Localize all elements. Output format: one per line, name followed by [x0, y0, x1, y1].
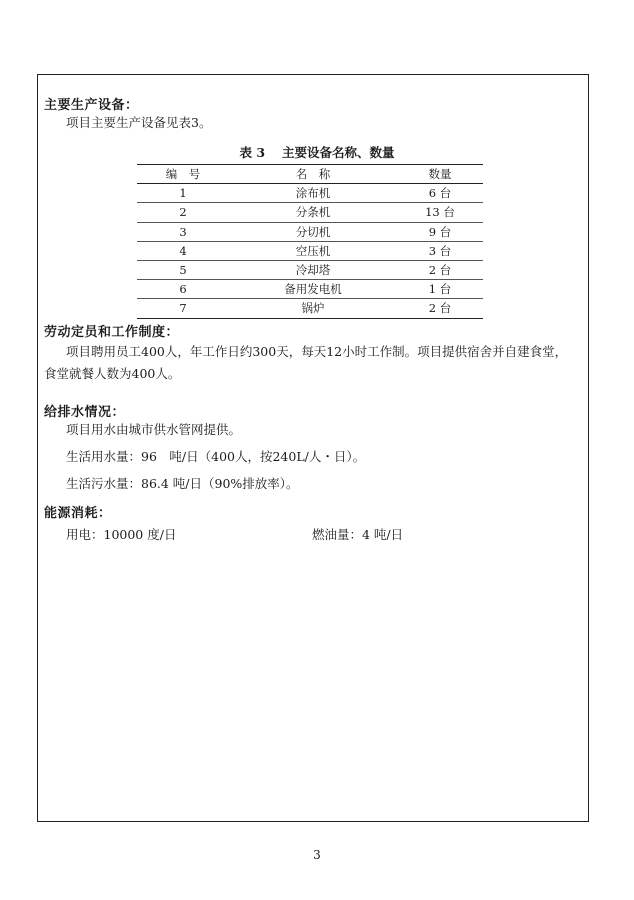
cell-number: 7 [137, 299, 229, 318]
cell-quantity: 2 台 [397, 260, 483, 279]
table-row [137, 203, 483, 222]
cell-quantity: 1 台 [397, 280, 483, 299]
cell-name: 空压机 [229, 241, 397, 260]
table-row [137, 184, 483, 203]
table-row [137, 280, 483, 299]
water-heading: 给排水情况： [44, 405, 126, 420]
cell-number: 6 [137, 280, 229, 299]
equipment-intro: 项目主要生产设备见表3。 [66, 115, 212, 130]
electricity-usage: 用电：10000 度/日 [66, 527, 177, 542]
cell-quantity: 6 台 [397, 184, 483, 203]
cell-name: 分切机 [229, 222, 397, 241]
header-name: 名 称 [229, 165, 397, 184]
cell-name: 锅炉 [229, 299, 397, 318]
cell-quantity: 13 台 [397, 203, 483, 222]
energy-heading: 能源消耗： [44, 506, 112, 521]
table-caption: 表 3 主要设备名称、数量 [239, 145, 395, 160]
cell-name: 冷却塔 [229, 260, 397, 279]
water-line-3: 生活污水量：86.4 吨/日（90%排放率）。 [66, 476, 299, 491]
cell-number: 1 [137, 184, 229, 203]
labor-line-1: 项目聘用员工400人，年工作日约300天，每天12小时工作制。项目提供宿舍并自建食堂， [66, 344, 568, 359]
cell-name: 分条机 [229, 203, 397, 222]
cell-number: 5 [137, 260, 229, 279]
fuel-usage: 燃油量：4 吨/日 [312, 527, 404, 542]
table-row [137, 260, 483, 279]
cell-number: 3 [137, 222, 229, 241]
cell-quantity: 2 台 [397, 299, 483, 318]
water-line-1: 项目用水由城市供水管网提供。 [66, 422, 242, 437]
cell-name: 涂布机 [229, 184, 397, 203]
cell-number: 4 [137, 241, 229, 260]
cell-name: 备用发电机 [229, 280, 397, 299]
table-header-row [137, 165, 483, 184]
header-quantity: 数量 [397, 165, 483, 184]
table-row [137, 222, 483, 241]
table-row [137, 299, 483, 318]
page-number: 3 [313, 848, 321, 862]
equipment-table [137, 164, 483, 319]
labor-heading: 劳动定员和工作制度： [44, 325, 180, 340]
cell-quantity: 3 台 [397, 241, 483, 260]
equipment-heading: 主要生产设备： [44, 98, 139, 113]
cell-quantity: 9 台 [397, 222, 483, 241]
cell-number: 2 [137, 203, 229, 222]
table-row [137, 241, 483, 260]
water-line-2: 生活用水量：96 吨/日（400人，按240L/人・日）。 [66, 449, 366, 464]
header-number: 编 号 [137, 165, 229, 184]
labor-line-2: 食堂就餐人数为400人。 [44, 366, 181, 381]
